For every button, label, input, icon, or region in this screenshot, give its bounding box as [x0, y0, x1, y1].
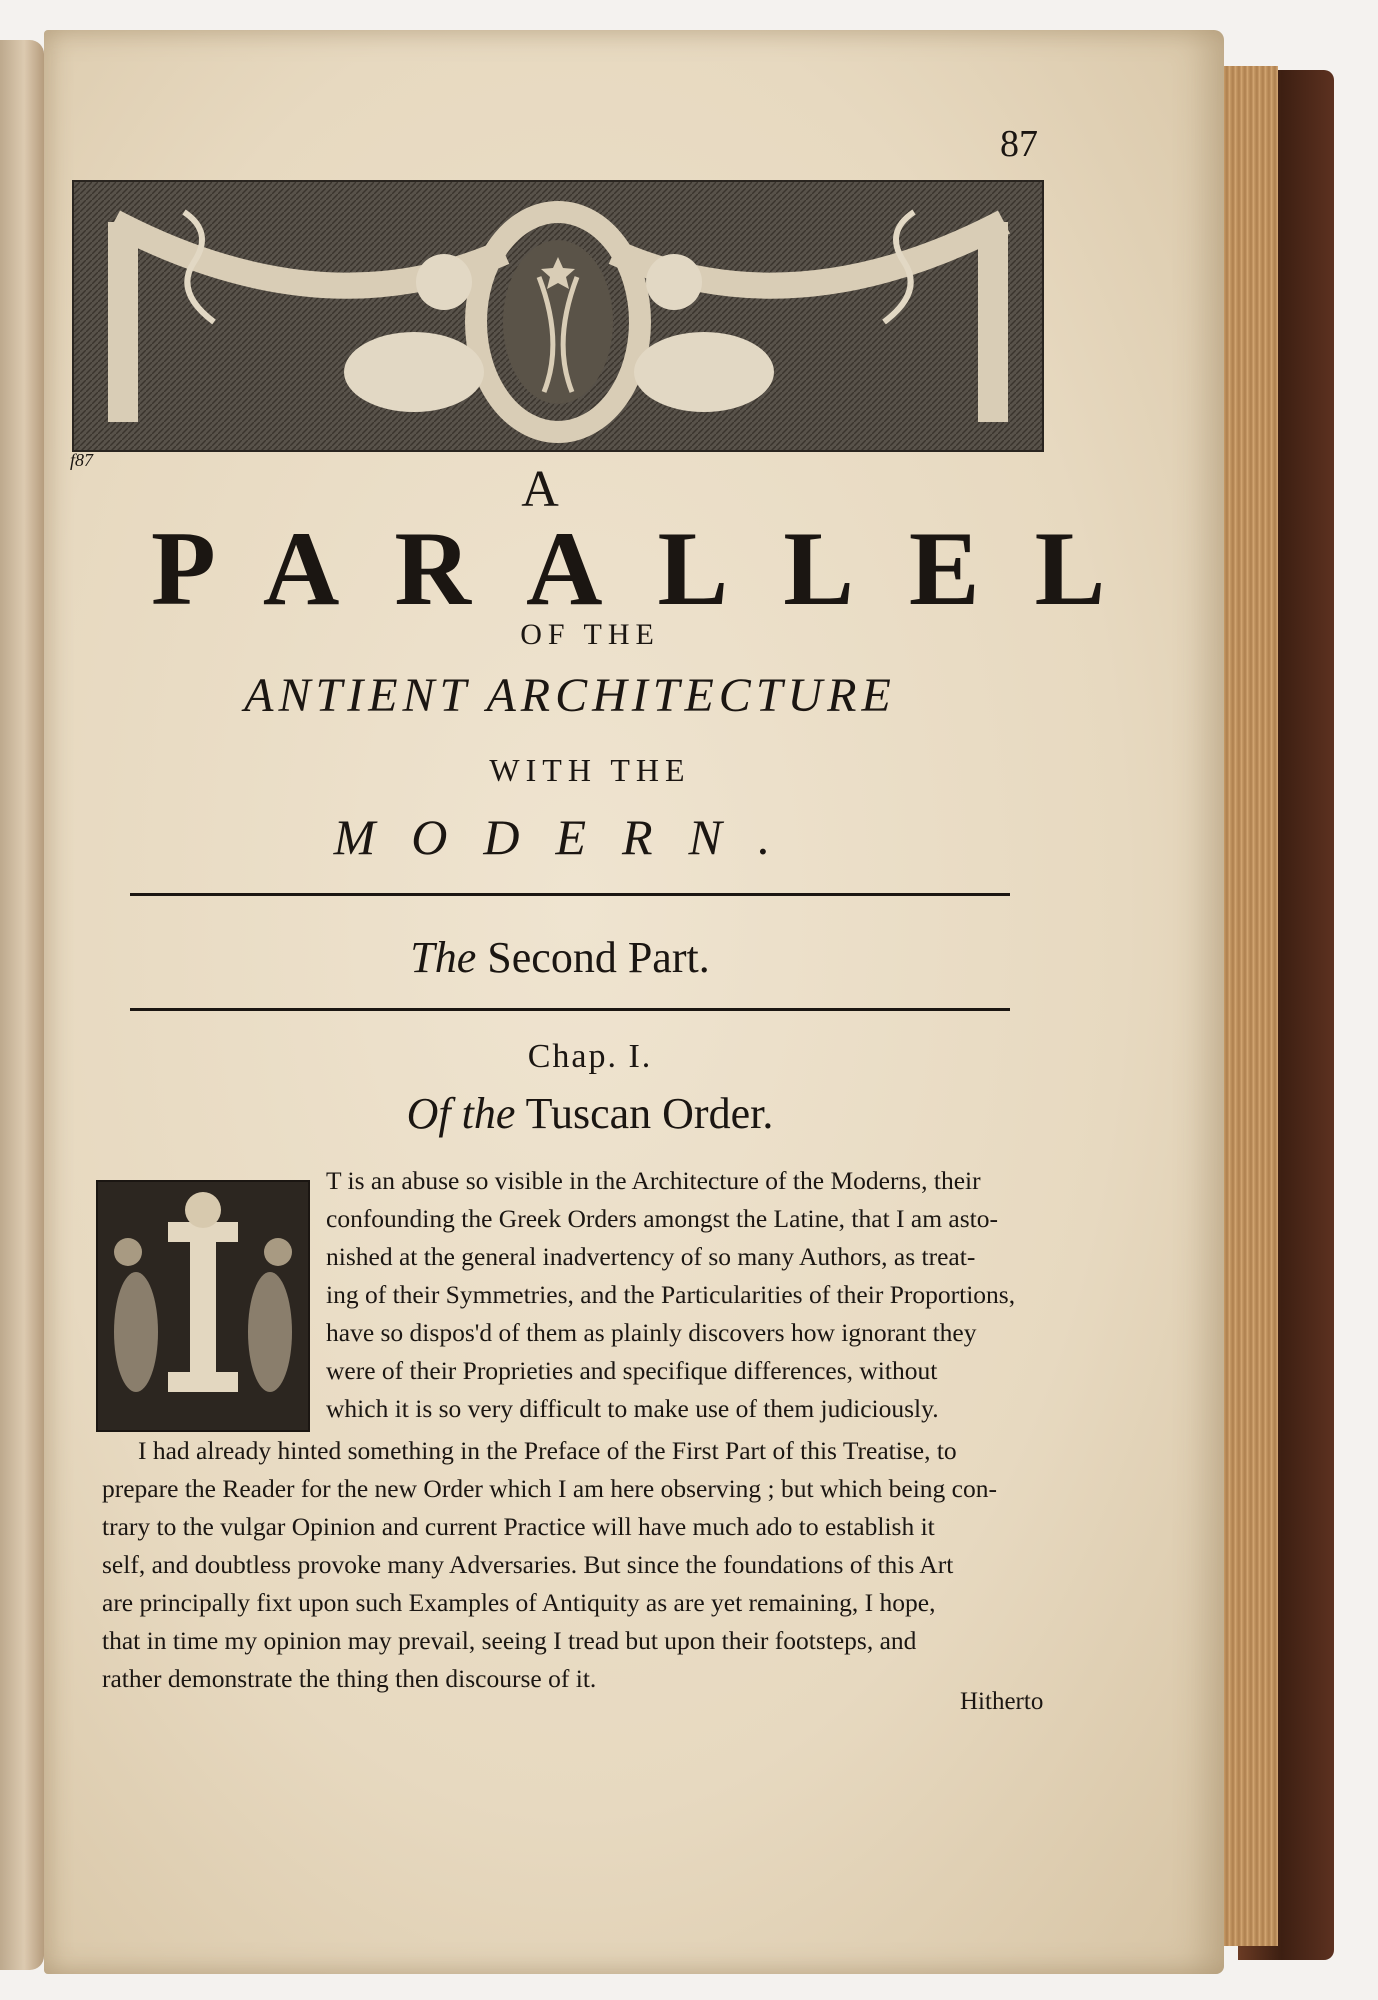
paragraph-2-line: rather demonstrate the thing then discourse of it.: [102, 1664, 597, 1693]
part-article: The: [410, 933, 477, 982]
paragraph-1-line: confounding the Greek Orders amongst the Latine, that I am asto-: [326, 1204, 999, 1233]
horizontal-rule: [130, 1008, 1010, 1011]
page-number: 87: [1000, 123, 1038, 165]
decorated-initial-i: [96, 1180, 310, 1432]
chapter-label: Chap. I.: [527, 1038, 653, 1075]
paragraph-2-line: trary to the vulgar Opinion and current Practice will have much ado to establish it: [102, 1512, 935, 1541]
catchword: Hitherto: [960, 1688, 1044, 1715]
title-antient-architecture: ANTIENT ARCHITECTURE: [244, 669, 896, 722]
title-modern: MODERN.: [333, 809, 807, 865]
paragraph-1-line: nished at the general inadvertency of so many Authors, as treat-: [326, 1242, 976, 1271]
paragraph-1-line: ing of their Symmetries, and the Particularities of their Proportions,: [326, 1280, 1016, 1309]
chapter-title: [260, 1088, 920, 1139]
chapter-title-main: Tuscan Order.: [525, 1089, 774, 1138]
facing-page-edge: [0, 40, 44, 1970]
paragraph-2-line: are principally fixt upon such Examples of Antiquity as are yet remaining, I hope,: [102, 1588, 936, 1617]
title-with-the: WITH THE: [489, 752, 691, 788]
signature-mark: f87: [70, 450, 94, 470]
part-heading: [160, 932, 960, 983]
paragraph-1-line: which it is so very difficult to make use of them judiciously.: [326, 1394, 939, 1423]
horizontal-rule: [130, 893, 1010, 896]
paragraph-2-line: that in time my opinion may prevail, seeing I tread but upon their footsteps, and: [102, 1626, 917, 1655]
initial-engraving: [98, 1182, 308, 1430]
paragraph-2-line: I had already hinted something in the Preface of the First Part of this Treatise, to: [138, 1436, 957, 1465]
title-line-a: A: [521, 461, 559, 518]
paragraph-2-line: self, and doubtless provoke many Adversaries. But since the foundations of this Art: [102, 1550, 954, 1579]
part-name: Second Part.: [487, 933, 710, 982]
title-parallel: PARALLEL: [151, 510, 1161, 627]
cherubs-garland-engraving: [74, 182, 1042, 450]
paragraph-1-line: T is an abuse so visible in the Architecture of the Moderns, their: [326, 1166, 981, 1195]
paragraph-1-line: have so dispos'd of them as plainly discovers how ignorant they: [326, 1318, 977, 1347]
paragraph-2-line: prepare the Reader for the new Order which I am here observing ; but which being con-: [102, 1474, 997, 1503]
title-of-the: OF THE: [520, 618, 660, 651]
chapter-title-prefix: Of the: [406, 1089, 516, 1138]
paragraph-1-line: were of their Proprieties and specifique differences, without: [326, 1356, 938, 1385]
engraved-headpiece: [72, 180, 1044, 452]
